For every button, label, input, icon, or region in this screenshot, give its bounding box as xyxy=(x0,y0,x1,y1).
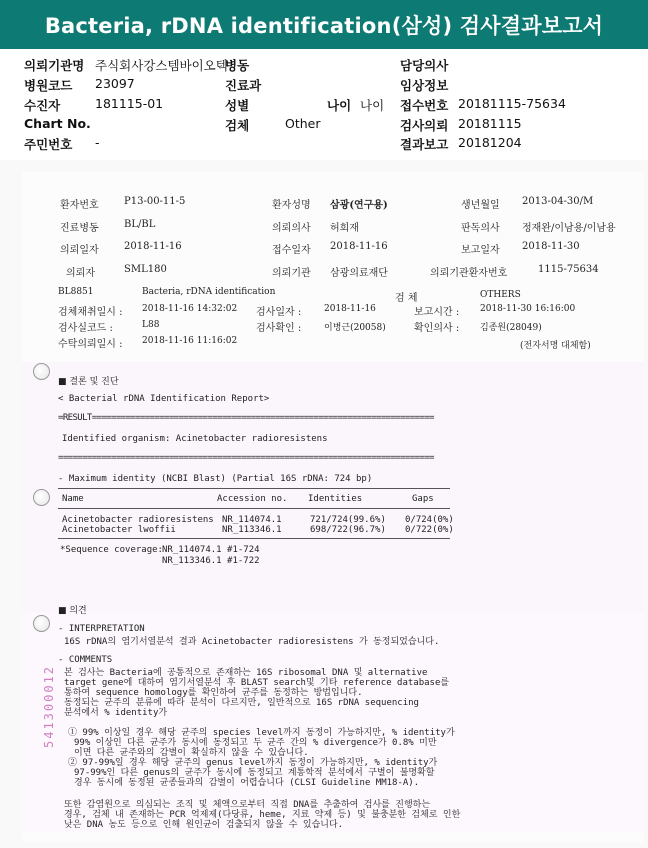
header-label: 성별 xyxy=(225,98,250,113)
comment-line: 통하여 sequence homology를 확인하여 균주를 동정하는 방법입니다. xyxy=(64,688,363,698)
test-date-label: 검사일자 : xyxy=(256,307,302,318)
confirm-label: 검사확인 : xyxy=(256,323,302,334)
col-gaps: Gaps xyxy=(412,494,434,504)
req-inst: 삼광의료재단 xyxy=(330,268,388,279)
footer-line: 또한 감염원으로 의심되는 조직 및 체액으로부터 직접 DNA를 추출하여 검사를 진행하는 xyxy=(64,800,431,810)
table-top-rule xyxy=(58,488,450,489)
report-date: 2018-11-30 xyxy=(522,241,580,252)
header-label: 진료과 xyxy=(225,78,262,93)
header-value: - xyxy=(95,135,100,150)
verifier: 김종원(28049) xyxy=(480,323,542,333)
birth: 2013-04-30/M xyxy=(522,196,594,207)
reader: 정재완/이남용/이남용 xyxy=(522,223,616,234)
punch-hole-icon xyxy=(33,615,50,632)
comment-line: target gene에 대하여 염기서열분석 후 BLAST search및 기타 reference database를 xyxy=(64,678,450,688)
note-line: 경우 동시에 동정된 균종들과의 감별이 어렵습니다 (CLSI Guideline MM18-A). xyxy=(74,778,420,788)
comment-line: 본 검사는 Bacteria에 공통적으로 존재하는 16S ribosomal DNA 및 alternative xyxy=(64,668,428,678)
row-1-gaps: 0/724(0%) xyxy=(405,515,454,525)
req-date: 2018-11-16 xyxy=(124,241,182,252)
row-1-identities: 721/724(99.6%) xyxy=(310,515,386,525)
recv-date: 2018-11-16 xyxy=(330,241,388,252)
patient-name: 삼광(연구용) xyxy=(330,200,388,211)
header-label: Chart No. xyxy=(24,116,91,131)
req-doctor: 허희재 xyxy=(330,223,359,234)
table-header-rule xyxy=(58,508,450,509)
test-date: 2018-11-16 xyxy=(324,304,376,314)
note-line: 97-99%인 다른 genus의 균주가 동시에 동정되고 계통학적 분석에서 구별이 불명확할 xyxy=(74,768,435,778)
report-time: 2018-11-30 16:16:00 xyxy=(480,304,576,314)
report-time-label: 보고시간 : xyxy=(414,307,460,318)
identified-organism: Identified organism: Acinetobacter radioresistens xyxy=(62,434,328,444)
birth-label: 생년월일 xyxy=(461,200,500,211)
row-2-name: Acinetobacter lwoffii xyxy=(62,525,176,535)
header-label: 결과보고 xyxy=(400,137,449,152)
header-label: 검사의뢰 xyxy=(400,118,449,133)
esign-note: (전자서명 대체함) xyxy=(520,341,591,351)
coverage-1: NR_114074.1 #1-724 xyxy=(162,545,260,555)
test-name: Bacteria, rDNA identification xyxy=(142,287,276,297)
header-value: 나이 xyxy=(360,98,385,113)
punch-hole-icon xyxy=(33,489,50,506)
recv-date-label: 접수일자 xyxy=(272,245,311,256)
col-name: Name xyxy=(62,494,84,504)
room: L88 xyxy=(142,320,160,330)
header-label: 나이 xyxy=(327,98,352,113)
interpretation-label: - INTERPRETATION xyxy=(58,624,145,634)
report-title-bar xyxy=(0,0,648,49)
note-line: 이면 다른 균주와의 감별이 확실하지 않을 수 있습니다. xyxy=(74,748,309,758)
note-line: ② 97-99%일 경우 해당 균주의 genus level까지 동정이 가능하지만, % identity가 xyxy=(68,758,438,768)
header-label: 담당의사 xyxy=(400,58,449,73)
accept: 2018-11-16 11:16:02 xyxy=(142,336,238,346)
header-value: 주식회사강스템바이오텍 xyxy=(95,58,228,73)
report-title: Bacteria, rDNA identification(삼성) 검사결과보고서 xyxy=(44,13,604,38)
coverage-2: NR_113346.1 #1-722 xyxy=(162,556,260,566)
patient-no-label: 환자번호 xyxy=(60,200,99,211)
footer-line: 낮은 DNA 농도 등으로 인해 원인균이 검출되지 않을 수 있습니다. xyxy=(64,820,344,830)
inst-patient-no-label: 의뢰기관환자번호 xyxy=(430,268,508,279)
verifier-label: 확인의사 : xyxy=(414,323,460,334)
ward-label: 진료병동 xyxy=(60,223,99,234)
vertical-stamp-number: 541300012 xyxy=(42,664,56,748)
col-identities: Identities xyxy=(308,494,363,504)
col-accession: Accession no. xyxy=(217,494,288,504)
test-code: BL8851 xyxy=(58,287,94,297)
row-2-identities: 698/722(96.7%) xyxy=(310,525,386,535)
header-label: 주민번호 xyxy=(24,137,73,152)
result-line: =RESULT======================================================================= xyxy=(58,413,434,423)
comment-line: 동정되는 균주의 분류에 따라 분석이 다르지만, 일반적으로 16S rDNA sequencing xyxy=(64,698,419,708)
header-label: 병동 xyxy=(225,58,250,73)
collect-label: 검체채취일시 : xyxy=(58,307,123,318)
req-person: SML180 xyxy=(124,264,167,275)
header-label: 의뢰기관명 xyxy=(24,58,85,73)
header-label: 수진자 xyxy=(24,98,61,113)
header-value: Other xyxy=(285,116,321,131)
row-1-name: Acinetobacter radioresistens xyxy=(62,515,214,525)
table-bottom-rule xyxy=(58,538,450,539)
conclusion-heading: ■ 결론 및 진단 xyxy=(58,377,119,387)
header-label: 접수번호 xyxy=(400,98,449,113)
note-line: 99% 이상인 다른 균주가 동시에 동정되고 두 균주 간의 % divergence가 0.8% 미만 xyxy=(74,738,437,748)
report-subtitle: < Bacterial rDNA Identification Report> xyxy=(58,394,270,404)
header-label: 검체 xyxy=(225,118,250,133)
header-value: 20181115-75634 xyxy=(458,96,566,111)
footer-line: 경우, 검체 내 존재하는 PCR 억제제(다당류, heme, 지료 약제 등) 및 불충분한 검체로 인한 xyxy=(64,810,461,820)
req-date-label: 의뢰일자 xyxy=(60,245,99,256)
row-2-accession: NR_113346.1 xyxy=(222,525,282,535)
req-person-label: 의뢰자 xyxy=(66,268,95,279)
inst-patient-no: 1115-75634 xyxy=(538,264,599,275)
accept-label: 수탁의뢰일시 : xyxy=(58,339,123,350)
patient-no: P13-00-11-5 xyxy=(124,196,186,207)
req-doctor-label: 의뢰의사 xyxy=(272,223,311,234)
collect: 2018-11-16 14:32:02 xyxy=(142,304,238,314)
blast-title: - Maximum identity (NCBI Blast) (Partial 16S rDNA: 724 bp) xyxy=(58,474,373,484)
header-value: 181115-01 xyxy=(95,96,164,111)
header-label: 병원코드 xyxy=(24,78,73,93)
header-label: 임상정보 xyxy=(400,78,449,93)
equals-line: ============================================================================== xyxy=(58,453,434,463)
row-1-accession: NR_114074.1 xyxy=(222,515,282,525)
punch-hole-icon xyxy=(33,363,50,380)
header-value: 23097 xyxy=(95,76,135,91)
req-inst-label: 의뢰기관 xyxy=(272,268,311,279)
note-line: ① 99% 이상일 경우 해당 균주의 species level까지 동정이 가능하지만, % identity가 xyxy=(68,728,455,738)
specimen-label: 검 체 xyxy=(395,293,418,304)
reader-label: 판독의사 xyxy=(461,223,500,234)
comment-line: 분석에서 % identity가 xyxy=(64,708,168,718)
confirm: 이병근(20058) xyxy=(324,323,386,333)
interpretation: 16S rDNA의 염기서열분석 결과 Acinetobacter radioresistens 가 동정되었습니다. xyxy=(64,637,440,647)
coverage-label: *Sequence coverage: xyxy=(60,545,163,555)
row-2-gaps: 0/722(0%) xyxy=(405,525,454,535)
specimen: OTHERS xyxy=(480,290,521,300)
header-value: 20181204 xyxy=(458,135,522,150)
room-label: 검사실코드 : xyxy=(58,323,113,334)
header-value: 20181115 xyxy=(458,116,522,131)
comments-label: - COMMENTS xyxy=(58,655,113,665)
report-date-label: 보고일자 xyxy=(461,245,500,256)
opinion-heading: ■ 의견 xyxy=(58,606,87,616)
patient-name-label: 환자성명 xyxy=(272,200,311,211)
ward: BL/BL xyxy=(124,219,156,230)
